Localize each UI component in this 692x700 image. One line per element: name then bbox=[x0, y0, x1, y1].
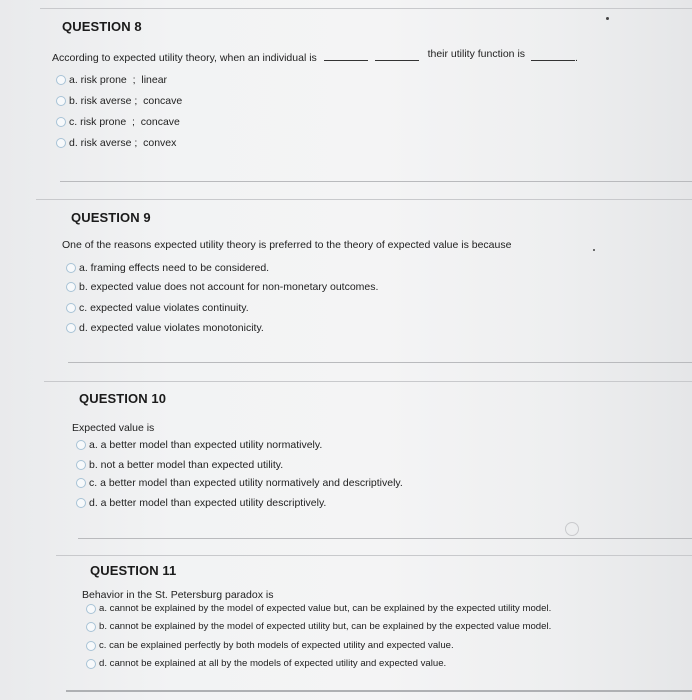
question-8-text: According to expected utility theory, when an individual is their utility function is . bbox=[52, 48, 578, 64]
top-divider bbox=[40, 8, 692, 9]
blank-1 bbox=[324, 50, 368, 61]
radio-button[interactable] bbox=[86, 622, 96, 632]
q11-option-a[interactable]: a. cannot be explained by the model of expected value but, can be explained by the expected utility model. bbox=[86, 603, 551, 614]
radio-button[interactable] bbox=[56, 75, 66, 85]
q8-option-a[interactable]: a. risk prone ; linear bbox=[56, 74, 167, 86]
radio-button[interactable] bbox=[66, 263, 76, 273]
radio-button[interactable] bbox=[66, 282, 76, 292]
radio-button[interactable] bbox=[56, 117, 66, 127]
radio-button[interactable] bbox=[56, 138, 66, 148]
question-10-divider bbox=[78, 538, 692, 539]
q10-option-b[interactable]: b. not a better model than expected utility. bbox=[76, 459, 283, 471]
question-9-text: One of the reasons expected utility theory is preferred to the theory of expected value is because bbox=[62, 239, 512, 251]
q8-option-d[interactable]: d. risk averse ; convex bbox=[56, 137, 176, 149]
question-10-title: QUESTION 10 bbox=[79, 391, 167, 406]
q9-option-d[interactable]: d. expected value violates monotonicity. bbox=[66, 322, 264, 334]
radio-button[interactable] bbox=[76, 440, 86, 450]
radio-button[interactable] bbox=[66, 323, 76, 333]
question-9-title: QUESTION 9 bbox=[71, 210, 151, 225]
radio-button[interactable] bbox=[66, 303, 76, 313]
q10-option-c[interactable]: c. a better model than expected utility normatively and descriptively. bbox=[76, 477, 403, 489]
radio-button[interactable] bbox=[76, 498, 86, 508]
cursor-ring-icon bbox=[565, 522, 579, 536]
radio-button[interactable] bbox=[86, 659, 96, 669]
q8-option-c[interactable]: c. risk prone ; concave bbox=[56, 116, 180, 128]
q11-option-b[interactable]: b. cannot be explained by the model of expected utility but, can be explained by the expected value model. bbox=[86, 621, 551, 632]
question-10-text: Expected value is bbox=[72, 422, 155, 434]
q8-option-b[interactable]: b. risk averse ; concave bbox=[56, 95, 182, 107]
question-8-divider bbox=[60, 181, 692, 182]
q11-option-c[interactable]: c. can be explained perfectly by both models of expected utility and expected value. bbox=[86, 640, 454, 651]
q10-option-a[interactable]: a. a better model than expected utility normatively. bbox=[76, 439, 322, 451]
radio-button[interactable] bbox=[76, 478, 86, 488]
q11-option-d[interactable]: d. cannot be explained at all by the models of expected utility and expected value. bbox=[86, 658, 446, 669]
q9-option-a[interactable]: a. framing effects need to be considered. bbox=[66, 262, 269, 274]
q9-option-c[interactable]: c. expected value violates continuity. bbox=[66, 302, 249, 314]
decorative-dot bbox=[606, 17, 609, 20]
question-10-header-line bbox=[44, 381, 692, 382]
question-11-header-line bbox=[56, 555, 692, 556]
radio-button[interactable] bbox=[76, 460, 86, 470]
q10-option-d[interactable]: d. a better model than expected utility descriptively. bbox=[76, 497, 326, 509]
q9-option-b[interactable]: b. expected value does not account for non-monetary outcomes. bbox=[66, 281, 378, 293]
radio-button[interactable] bbox=[56, 96, 66, 106]
radio-button[interactable] bbox=[86, 641, 96, 651]
question-11-text: Behavior in the St. Petersburg paradox is bbox=[82, 589, 274, 601]
question-9-header-line bbox=[36, 199, 692, 200]
blank-2 bbox=[375, 50, 419, 61]
radio-button[interactable] bbox=[86, 604, 96, 614]
question-11-divider bbox=[66, 690, 692, 692]
question-11-title: QUESTION 11 bbox=[90, 563, 177, 578]
question-9-divider bbox=[68, 362, 692, 363]
question-8-title: QUESTION 8 bbox=[62, 19, 142, 34]
blank-3 bbox=[531, 50, 575, 61]
decorative-dot bbox=[593, 249, 595, 251]
